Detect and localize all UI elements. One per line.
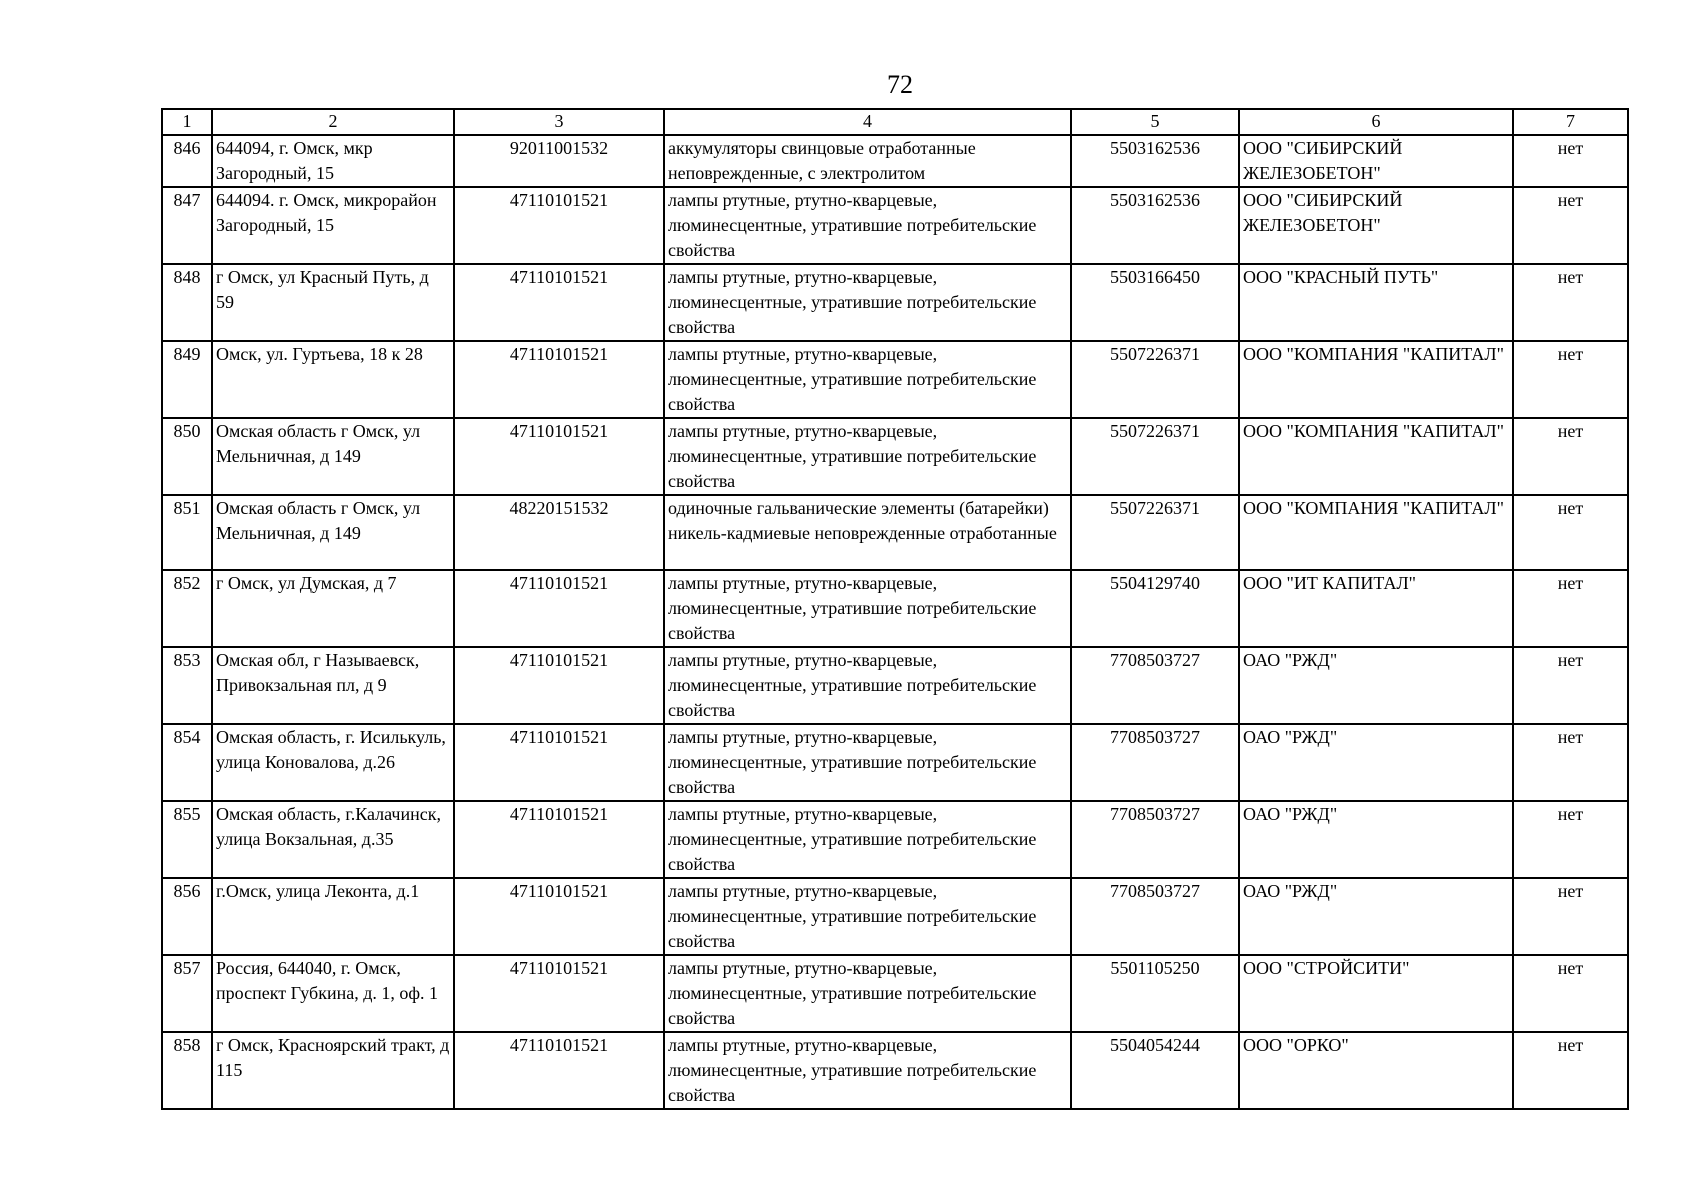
waste-description-cell: лампы ртутные, ртутно-кварцевые, люминесцентные, утратившие потребительские свойства [664, 724, 1071, 801]
column-header-1: 1 [162, 109, 212, 135]
column-header-4: 4 [664, 109, 1071, 135]
waste-code-cell: 47110101521 [454, 570, 664, 647]
inn-cell: 7708503727 [1071, 878, 1239, 955]
flag-cell: нет [1513, 135, 1628, 187]
flag-cell: нет [1513, 647, 1628, 724]
table-row [162, 187, 1628, 264]
address-cell: 644094. г. Омск, микрорайон Загородный, 15 [212, 187, 454, 264]
inn-cell: 5507226371 [1071, 418, 1239, 495]
organization-cell: ООО "СИБИРСКИЙ ЖЕЛЕЗОБЕТОН" [1239, 135, 1513, 187]
address-cell: Омская область г Омск, ул Мельничная, д 149 [212, 495, 454, 570]
page-number: 72 [887, 70, 913, 99]
column-header-6: 6 [1239, 109, 1513, 135]
inn-cell: 5507226371 [1071, 341, 1239, 418]
waste-code-cell: 47110101521 [454, 878, 664, 955]
waste-description-cell: лампы ртутные, ртутно-кварцевые, люминесцентные, утратившие потребительские свойства [664, 801, 1071, 878]
waste-code-cell: 47110101521 [454, 264, 664, 341]
row-number-cell: 848 [162, 264, 212, 341]
waste-description-cell: лампы ртутные, ртутно-кварцевые, люминесцентные, утратившие потребительские свойства [664, 1032, 1071, 1109]
flag-cell: нет [1513, 570, 1628, 647]
table-row [162, 878, 1628, 955]
inn-cell: 5507226371 [1071, 495, 1239, 570]
flag-cell: нет [1513, 187, 1628, 264]
organization-cell: ООО "ИТ КАПИТАЛ" [1239, 570, 1513, 647]
organization-cell: ОАО "РЖД" [1239, 647, 1513, 724]
address-cell: Омск, ул. Гуртьева, 18 к 28 [212, 341, 454, 418]
column-header-3: 3 [454, 109, 664, 135]
organization-cell: ООО "СИБИРСКИЙ ЖЕЛЕЗОБЕТОН" [1239, 187, 1513, 264]
inn-cell: 7708503727 [1071, 724, 1239, 801]
row-number-cell: 852 [162, 570, 212, 647]
organization-cell: ОАО "РЖД" [1239, 801, 1513, 878]
waste-code-cell: 47110101521 [454, 647, 664, 724]
inn-cell: 7708503727 [1071, 647, 1239, 724]
row-number-cell: 846 [162, 135, 212, 187]
waste-code-cell: 47110101521 [454, 418, 664, 495]
row-number-cell: 847 [162, 187, 212, 264]
waste-description-cell: одиночные гальванические элементы (батарейки) никель-кадмиевые неповрежденные отработанные [664, 495, 1071, 570]
flag-cell: нет [1513, 955, 1628, 1032]
flag-cell: нет [1513, 418, 1628, 495]
flag-cell: нет [1513, 341, 1628, 418]
waste-description-cell: лампы ртутные, ртутно-кварцевые, люминесцентные, утратившие потребительские свойства [664, 264, 1071, 341]
waste-description-cell: лампы ртутные, ртутно-кварцевые, люминесцентные, утратившие потребительские свойства [664, 955, 1071, 1032]
address-cell: 644094, г. Омск, мкр Загородный, 15 [212, 135, 454, 187]
table-row [162, 264, 1628, 341]
waste-code-cell: 47110101521 [454, 955, 664, 1032]
table-row [162, 647, 1628, 724]
row-number-cell: 854 [162, 724, 212, 801]
column-header-7: 7 [1513, 109, 1628, 135]
table-header [162, 109, 1628, 135]
table-row [162, 724, 1628, 801]
waste-description-cell: лампы ртутные, ртутно-кварцевые, люминесцентные, утратившие потребительские свойства [664, 418, 1071, 495]
row-number-cell: 855 [162, 801, 212, 878]
flag-cell: нет [1513, 801, 1628, 878]
table-row [162, 341, 1628, 418]
row-number-cell: 856 [162, 878, 212, 955]
flag-cell: нет [1513, 724, 1628, 801]
waste-description-cell: лампы ртутные, ртутно-кварцевые, люминесцентные, утратившие потребительские свойства [664, 878, 1071, 955]
inn-cell: 5501105250 [1071, 955, 1239, 1032]
row-number-cell: 850 [162, 418, 212, 495]
address-cell: г Омск, Красноярский тракт, д 115 [212, 1032, 454, 1109]
waste-code-cell: 47110101521 [454, 801, 664, 878]
waste-code-cell: 47110101521 [454, 724, 664, 801]
waste-description-cell: лампы ртутные, ртутно-кварцевые, люминесцентные, утратившие потребительские свойства [664, 570, 1071, 647]
waste-code-cell: 47110101521 [454, 187, 664, 264]
address-cell: г.Омск, улица Леконта, д.1 [212, 878, 454, 955]
flag-cell: нет [1513, 878, 1628, 955]
row-number-cell: 851 [162, 495, 212, 570]
table-row [162, 135, 1628, 187]
waste-description-cell: аккумуляторы свинцовые отработанные неповрежденные, с электролитом [664, 135, 1071, 187]
organization-cell: ООО "КОМПАНИЯ "КАПИТАЛ" [1239, 418, 1513, 495]
row-number-cell: 853 [162, 647, 212, 724]
inn-cell: 5503166450 [1071, 264, 1239, 341]
organization-cell: ООО "КОМПАНИЯ "КАПИТАЛ" [1239, 341, 1513, 418]
organization-cell: ООО "КОМПАНИЯ "КАПИТАЛ" [1239, 495, 1513, 570]
organization-cell: ОАО "РЖД" [1239, 724, 1513, 801]
address-cell: Омская обл, г Называевск, Привокзальная пл, д 9 [212, 647, 454, 724]
address-cell: Россия, 644040, г. Омск, проспект Губкина, д. 1, оф. 1 [212, 955, 454, 1032]
column-header-2: 2 [212, 109, 454, 135]
table-row [162, 955, 1628, 1032]
inn-cell: 5504054244 [1071, 1032, 1239, 1109]
table-row [162, 801, 1628, 878]
column-header-5: 5 [1071, 109, 1239, 135]
waste-code-cell: 48220151532 [454, 495, 664, 570]
row-number-cell: 849 [162, 341, 212, 418]
table-row [162, 1032, 1628, 1109]
address-cell: г Омск, ул Думская, д 7 [212, 570, 454, 647]
row-number-cell: 858 [162, 1032, 212, 1109]
address-cell: Омская область, г. Исилькуль, улица Коновалова, д.26 [212, 724, 454, 801]
waste-code-cell: 92011001532 [454, 135, 664, 187]
flag-cell: нет [1513, 1032, 1628, 1109]
flag-cell: нет [1513, 264, 1628, 341]
flag-cell: нет [1513, 495, 1628, 570]
inn-cell: 7708503727 [1071, 801, 1239, 878]
table-row [162, 418, 1628, 495]
registry-table [161, 108, 1629, 1110]
row-number-cell: 857 [162, 955, 212, 1032]
address-cell: Омская область, г.Калачинск, улица Вокзальная, д.35 [212, 801, 454, 878]
organization-cell: ООО "СТРОЙСИТИ" [1239, 955, 1513, 1032]
inn-cell: 5503162536 [1071, 135, 1239, 187]
waste-description-cell: лампы ртутные, ртутно-кварцевые, люминесцентные, утратившие потребительские свойства [664, 647, 1071, 724]
waste-description-cell: лампы ртутные, ртутно-кварцевые, люминесцентные, утратившие потребительские свойства [664, 187, 1071, 264]
waste-code-cell: 47110101521 [454, 1032, 664, 1109]
waste-code-cell: 47110101521 [454, 341, 664, 418]
table-body [162, 135, 1628, 1109]
organization-cell: ООО "ОРКО" [1239, 1032, 1513, 1109]
organization-cell: ОАО "РЖД" [1239, 878, 1513, 955]
waste-description-cell: лампы ртутные, ртутно-кварцевые, люминесцентные, утратившие потребительские свойства [664, 341, 1071, 418]
table-row [162, 570, 1628, 647]
table-row [162, 495, 1628, 570]
inn-cell: 5503162536 [1071, 187, 1239, 264]
organization-cell: ООО "КРАСНЫЙ ПУТЬ" [1239, 264, 1513, 341]
address-cell: г Омск, ул Красный Путь, д 59 [212, 264, 454, 341]
inn-cell: 5504129740 [1071, 570, 1239, 647]
address-cell: Омская область г Омск, ул Мельничная, д 149 [212, 418, 454, 495]
header-row [162, 109, 1628, 135]
